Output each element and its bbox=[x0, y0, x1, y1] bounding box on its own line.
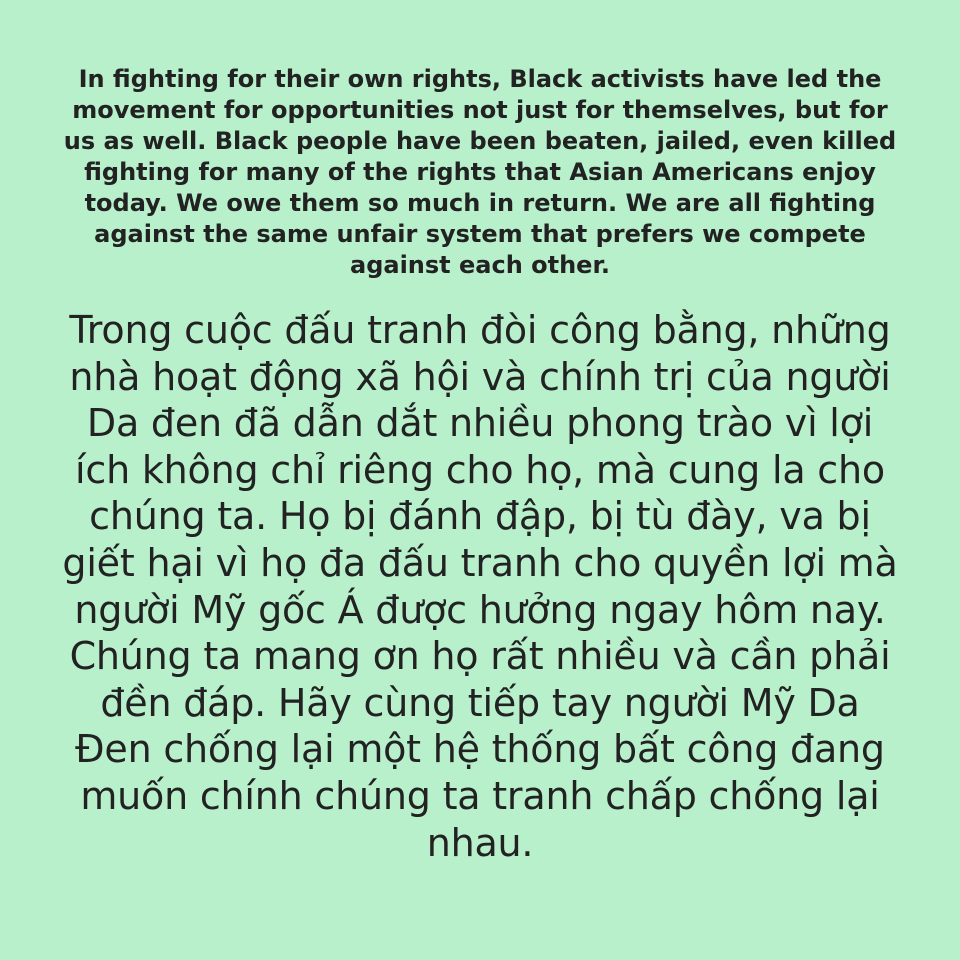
vietnamese-line: Da đen đã dẫn dắt nhiều phong trào vì lợi bbox=[86, 401, 874, 446]
vietnamese-line: đền đáp. Hãy cùng tiếp tay người Mỹ Da bbox=[100, 680, 860, 725]
english-line: fighting for many of the rights that Asian Americans enjoy bbox=[84, 158, 876, 186]
vietnamese-line: chúng ta. Họ bị đánh đập, bị tù đày, va bị bbox=[89, 494, 871, 539]
english-line: movement for opportunities not just for themselves, but for bbox=[72, 96, 888, 124]
english-line: against the same unfair system that prefers we compete bbox=[94, 220, 866, 248]
english-line: today. We owe them so much in return. We are all fighting bbox=[84, 189, 876, 217]
vietnamese-line: người Mỹ gốc Á được hưởng ngay hôm nay. bbox=[74, 587, 886, 632]
vietnamese-paragraph bbox=[30, 307, 930, 866]
vietnamese-line: nhà hoạt động xã hội và chính trị của người bbox=[69, 354, 891, 399]
vietnamese-line: Trong cuộc đấu tranh đòi công bằng, những bbox=[69, 308, 891, 352]
vietnamese-line: muốn chính chúng ta tranh chấp chống lại bbox=[80, 773, 880, 818]
english-paragraph bbox=[40, 64, 920, 281]
english-line: In fighting for their own rights, Black activists have led the bbox=[78, 65, 882, 93]
english-line: us as well. Black people have been beaten, jailed, even killed bbox=[63, 127, 897, 155]
vietnamese-line: giết hại vì họ đa đấu tranh cho quyền lợi mà bbox=[62, 540, 898, 585]
vietnamese-line: Đen chống lại một hệ thống bất công đang bbox=[75, 727, 885, 772]
vietnamese-line: Chúng ta mang ơn họ rất nhiều và cần phải bbox=[69, 634, 891, 679]
vietnamese-line: ích không chỉ riêng cho họ, mà cung la cho bbox=[75, 447, 885, 492]
vietnamese-line: nhau. bbox=[426, 820, 534, 865]
english-line: against each other. bbox=[350, 251, 610, 279]
